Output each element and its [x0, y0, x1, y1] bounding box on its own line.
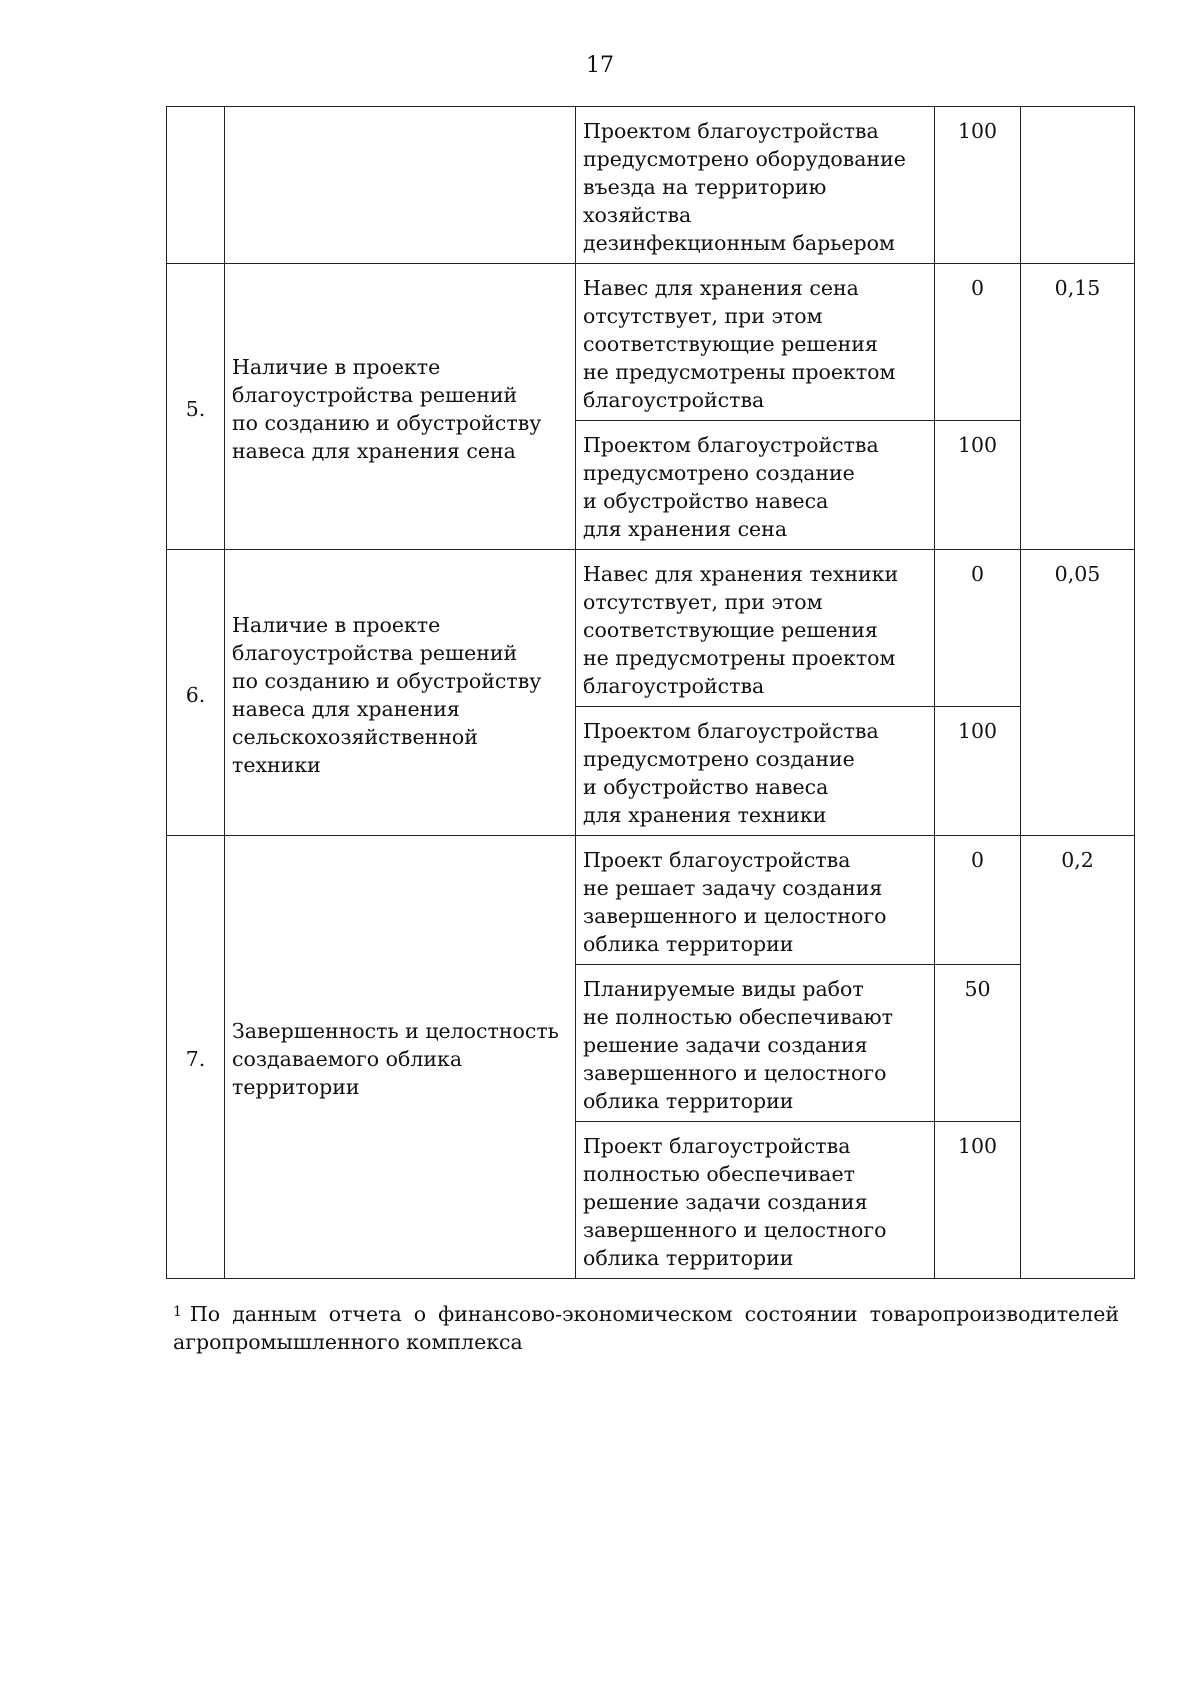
table-row: [167, 264, 1135, 421]
option-description-text: Проектом благоустройства предусмотрено оборудование въезда на территорию хозяйства дезинфекционным барьером: [583, 119, 906, 255]
option-description: [576, 707, 935, 836]
option-score: 100: [935, 107, 1021, 264]
criterion-number: 7.: [167, 836, 225, 1279]
criteria-table: [166, 106, 1135, 1279]
criterion-name: [225, 107, 576, 264]
option-score: 0: [935, 836, 1021, 965]
criterion-number: [167, 107, 225, 264]
option-description: [576, 264, 935, 421]
criterion-weight: [1021, 107, 1135, 264]
option-score: 100: [935, 421, 1021, 550]
criterion-name-text: Завершенность и целостность создаваемого облика территории: [232, 1019, 559, 1099]
option-description-text: Проект благоустройства полностью обеспечивает решение задачи создания завершенного и целостного облика территории: [583, 1134, 887, 1270]
option-description-text: Планируемые виды работ не полностью обеспечивают решение задачи создания завершенного и целостного облика территории: [583, 977, 893, 1113]
criterion-number: 5.: [167, 264, 225, 550]
criterion-name: [225, 550, 576, 836]
table-row: [167, 107, 1135, 264]
criterion-weight: 0,05: [1021, 550, 1135, 836]
option-description-text: Проектом благоустройства предусмотрено создание и обустройство навеса для хранения техники: [583, 719, 879, 827]
option-score: 100: [935, 1122, 1021, 1279]
option-score: 0: [935, 550, 1021, 707]
criteria-table-body: [167, 107, 1135, 1279]
footnote-marker: 1: [173, 1304, 182, 1320]
option-description: [576, 107, 935, 264]
criterion-weight: 0,2: [1021, 836, 1135, 1279]
table-row: [167, 836, 1135, 965]
page-number: 17: [586, 53, 614, 78]
footnote-text: По данным отчета о финансово-экономическом состоянии товаропроизводителей агропромышленного комплекса: [173, 1302, 1119, 1354]
option-score: 100: [935, 707, 1021, 836]
criterion-number: 6.: [167, 550, 225, 836]
option-description-text: Проект благоустройства не решает задачу создания завершенного и целостного облика территории: [583, 848, 887, 956]
option-description: [576, 1122, 935, 1279]
table-row: [167, 550, 1135, 707]
option-description: [576, 550, 935, 707]
option-description: [576, 421, 935, 550]
option-score: 50: [935, 965, 1021, 1122]
option-description-text: Навес для хранения сена отсутствует, при этом соответствующие решения не предусмотрены проектом благоустройства: [583, 276, 896, 412]
option-description-text: Навес для хранения техники отсутствует, при этом соответствующие решения не предусмотрены проектом благоустройства: [583, 562, 899, 698]
criterion-weight: 0,15: [1021, 264, 1135, 550]
criterion-name: [225, 836, 576, 1279]
criterion-name-text: Наличие в проекте благоустройства решений по созданию и обустройству навеса для хранения сельскохозяйственной техники: [232, 612, 542, 777]
criterion-name: [225, 264, 576, 550]
footnote: [173, 1300, 1119, 1356]
option-description: [576, 965, 935, 1122]
option-description: [576, 836, 935, 965]
option-score: 0: [935, 264, 1021, 421]
option-description-text: Проектом благоустройства предусмотрено создание и обустройство навеса для хранения сена: [583, 433, 879, 541]
criterion-name-text: Наличие в проекте благоустройства решений по созданию и обустройству навеса для хранения сена: [232, 354, 542, 463]
